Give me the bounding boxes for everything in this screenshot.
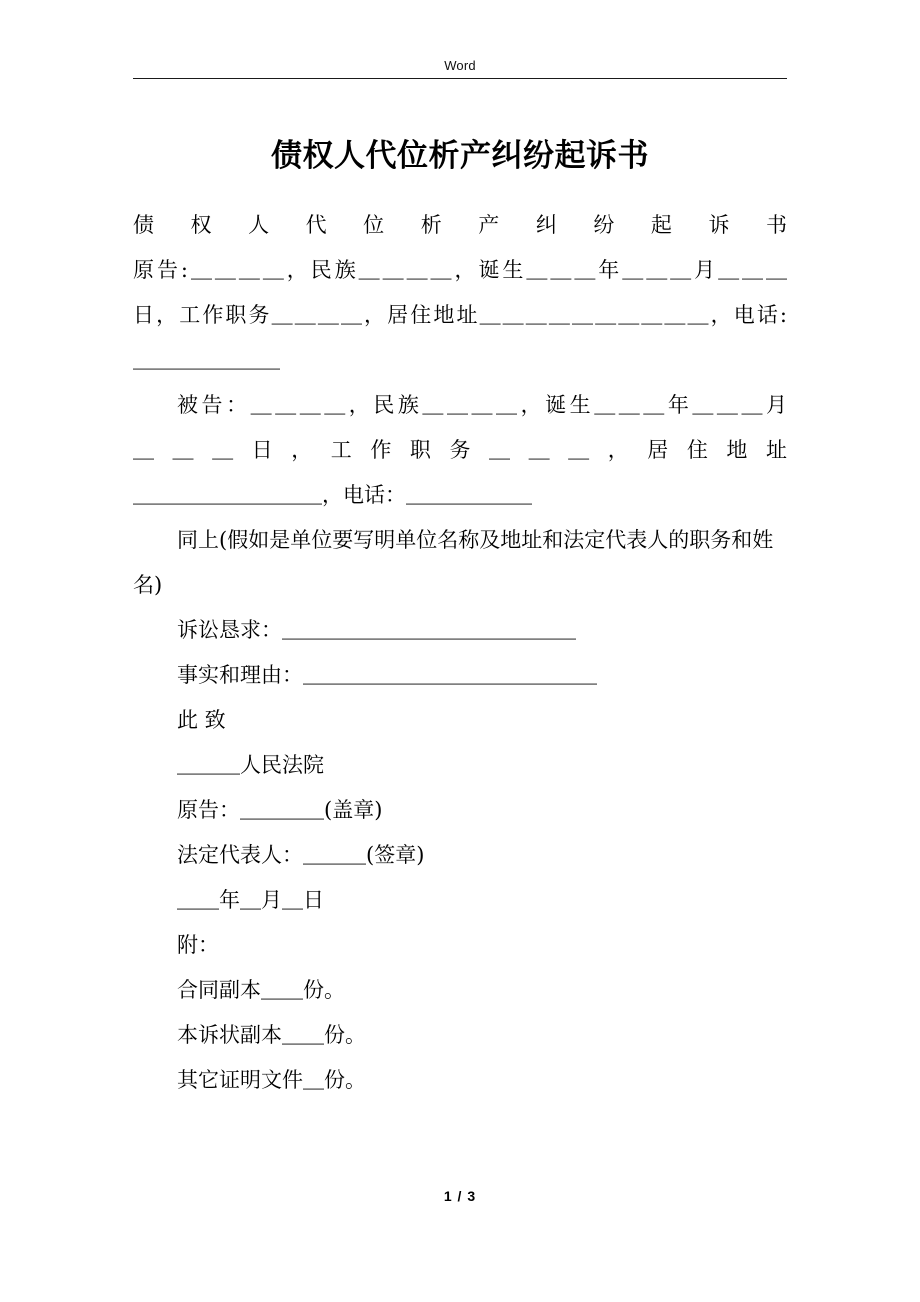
defendant-phone-blank-line: ＿＿＿＿＿＿＿＿＿，电话：＿＿＿＿＿＿ xyxy=(133,483,532,507)
plaintiff-phone-blank-line: ＿＿＿＿＿＿＿ xyxy=(133,348,280,372)
same-as-above-note: 同上(假如是单位要写明单位名称及地址和法定代表人的职务和姓名) xyxy=(133,528,774,597)
page-header xyxy=(133,58,787,79)
attachment-contract-copies: 合同副本＿＿份。 xyxy=(177,978,345,1002)
document-body xyxy=(133,133,787,1103)
attachments-label: 附： xyxy=(177,933,219,957)
heading-line-distributed: 债权人代位析产纠纷起诉书 xyxy=(133,213,787,237)
defendant-line-2: ＿＿＿日，工作职务＿＿＿，居住地址 xyxy=(133,438,787,462)
running-head-text: Word xyxy=(444,58,476,73)
legal-representative-signature-line: 法定代表人：＿＿＿(签章) xyxy=(177,843,425,867)
signature-date-line: ＿＿年＿月＿日 xyxy=(177,888,324,912)
closing-salutation: 此 致 xyxy=(177,708,226,732)
page-title: 债权人代位析产纠纷起诉书 xyxy=(271,138,649,174)
plaintiff-line-2: 日，工作职务＿＿＿＿，居住地址＿＿＿＿＿＿＿＿＿＿，电话: xyxy=(133,303,787,327)
defendant-line-1: 被告：＿＿＿＿，民族＿＿＿＿，诞生＿＿＿年＿＿＿月 xyxy=(177,393,787,417)
header-divider-rule xyxy=(133,78,787,79)
litigation-claims-line: 诉讼恳求：＿＿＿＿＿＿＿＿＿＿＿＿＿＿ xyxy=(177,618,576,642)
attachment-complaint-copies: 本诉状副本＿＿份。 xyxy=(177,1023,366,1047)
attachment-other-documents: 其它证明文件＿份。 xyxy=(177,1068,366,1092)
plaintiff-signature-line: 原告：＿＿＿＿(盖章) xyxy=(177,798,383,822)
page-footer xyxy=(0,1186,920,1205)
court-name-line: ＿＿＿人民法院 xyxy=(177,753,324,777)
page-number-indicator: 1 / 3 xyxy=(443,1188,477,1204)
facts-and-reasons-line: 事实和理由：＿＿＿＿＿＿＿＿＿＿＿＿＿＿ xyxy=(177,663,597,687)
plaintiff-line-1: 原告:＿＿＿＿，民族＿＿＿＿，诞生＿＿＿年＿＿＿月＿＿＿ xyxy=(133,258,787,282)
